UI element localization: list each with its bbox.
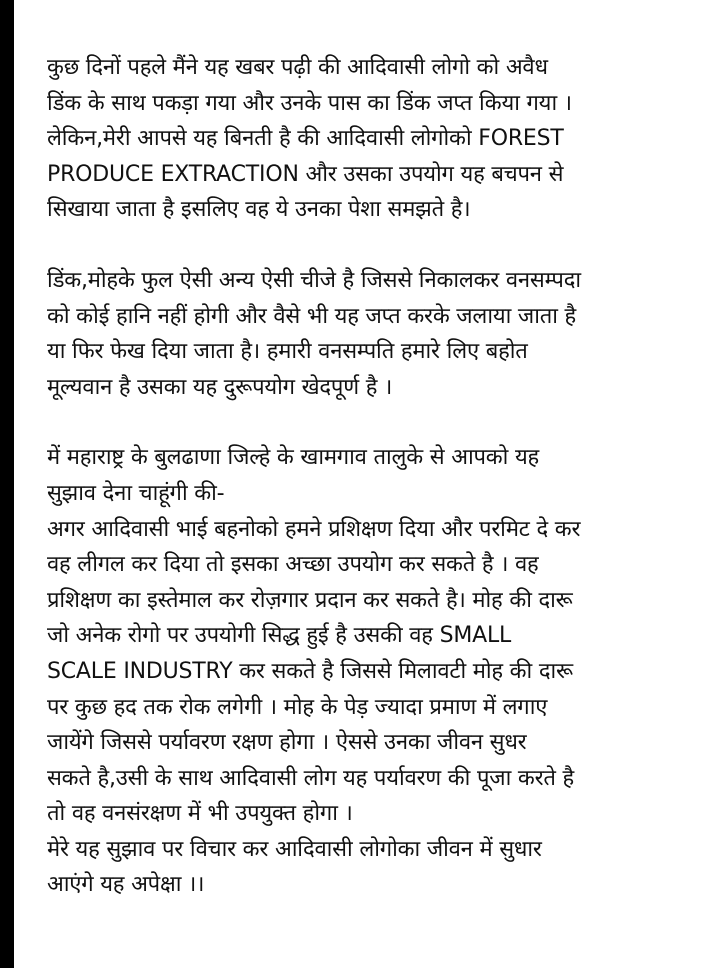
text-line: प्रशिक्षण का इस्तेमाल कर रोज़गार प्रदान कर सकते है। मोह की दारू — [47, 587, 573, 613]
text-line: अगर आदिवासी भाई बहनोको हमने प्रशिक्षण दिया और परमिट दे कर — [47, 516, 581, 542]
text-line: जायेंगे जिससे पर्यावरण रक्षण होगा । ऐससे उनका जीवन सुधर — [47, 730, 527, 756]
paragraph-1 — [47, 50, 707, 228]
text-line: को कोई हानि नहीं होगी और वैसे भी यह जप्त करके जलाया जाता है — [47, 303, 577, 329]
text-line: सकते है,उसी के साथ आदिवासी लोग यह पर्यावरण की पूजा करते है — [47, 765, 574, 791]
text-line: में महाराष्ट्र के बुलढाणा जिल्हे के खामगाव तालुके से आपको यह — [47, 445, 540, 471]
text-line: सिखाया जाता है इसलिए वह ये उनका पेशा समझते है। — [47, 197, 471, 223]
paragraph-2 — [47, 263, 707, 405]
text-line: पर कुछ हद तक रोक लगेगी । मोह के पेड़ ज्यादा प्रमाण में लगाए — [47, 694, 548, 720]
text-line: तो वह वनसंरक्षण में भी उपयुक्त होगा । — [47, 801, 353, 827]
handwritten-letter — [47, 50, 707, 903]
text-line: SCALE INDUSTRY कर सकते है जिससे मिलावटी मोह की दारू — [47, 658, 573, 684]
text-line: लेकिन,मेरी आपसे यह बिनती है की आदिवासी लोगोको FOREST — [47, 126, 564, 152]
text-line: वह लीगल कर दिया तो इसका अच्छा उपयोग कर सकते है । वह — [47, 552, 539, 578]
paragraph-3 — [47, 440, 707, 903]
text-line: जो अनेक रोगो पर उपयोगी सिद्ध हुई है उसकी वह SMALL — [47, 623, 512, 649]
text-line: PRODUCE EXTRACTION और उसका उपयोग यह बचपन से — [47, 161, 564, 187]
text-line: या फिर फेख दिया जाता है। हमारी वनसम्पति हमारे लिए बहोत — [47, 339, 528, 365]
text-line: मेरे यह सुझाव पर विचार कर आदिवासी लोगोका जीवन में सुधार — [47, 836, 542, 862]
text-line: डिंक,मोहके फुल ऐसी अन्य ऐसी चीजे है जिससे निकालकर वनसम्पदा — [47, 267, 581, 293]
text-line: डिंक के साथ पकड़ा गया और उनके पास का डिंक जप्त किया गया । — [47, 90, 572, 116]
paragraph-gap — [47, 405, 707, 440]
left-edge-border — [0, 0, 14, 968]
text-line: कुछ दिनों पहले मैंने यह खबर पढ़ी की आदिवासी लोगो को अवैध — [47, 55, 548, 80]
text-line: सुझाव देना चाहूंगी की- — [47, 480, 225, 506]
paragraph-gap — [47, 228, 707, 263]
text-line: आएंगे यह अपेक्षा ।। — [47, 872, 205, 898]
text-line: मूल्यवान है उसका यह दुरूपयोग खेदपूर्ण है । — [47, 374, 393, 400]
